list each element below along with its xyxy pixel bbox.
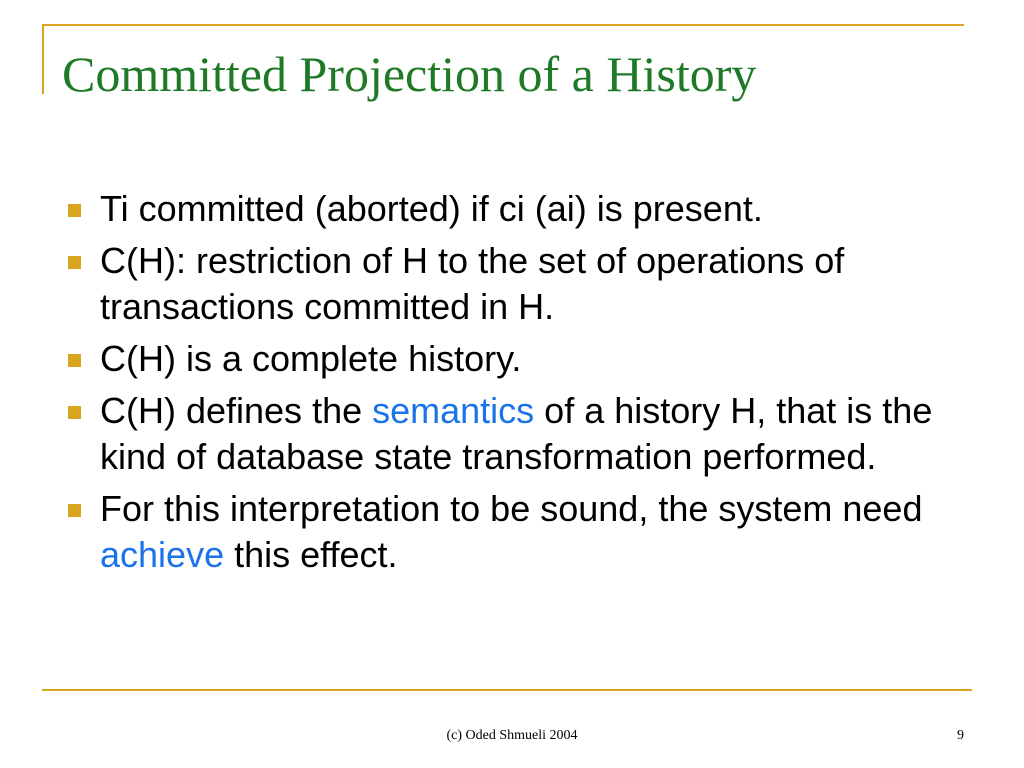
square-bullet-icon: [68, 204, 81, 217]
title-frame-left-line: [42, 24, 44, 94]
highlighted-term: semantics: [372, 390, 535, 431]
bullet-list: [66, 186, 966, 584]
title-frame-top-line: [42, 24, 964, 26]
bullet-text-start: For this interpretation to be sound, the system need: [100, 488, 923, 529]
slide-title: Committed Projection of a History: [62, 46, 757, 102]
bullet-text-start: C(H) defines the: [100, 390, 373, 431]
square-bullet-icon: [68, 406, 81, 419]
footer-divider: [42, 689, 972, 691]
page-number: 9: [957, 728, 964, 743]
bullet-item: [66, 186, 966, 232]
bullet-item: [66, 486, 966, 578]
bullet-item: [66, 238, 966, 330]
bullet-text-end: this effect.: [224, 534, 398, 575]
bullet-text: C(H): restriction of H to the set of operations of transactions committed in H.: [100, 240, 845, 327]
square-bullet-icon: [68, 504, 81, 517]
bullet-text: Ti committed (aborted) if ci (ai) is present.: [100, 188, 763, 229]
bullet-item: [66, 336, 966, 382]
highlighted-term: achieve: [100, 534, 225, 575]
square-bullet-icon: [68, 354, 81, 367]
bullet-item: [66, 388, 966, 480]
footer-credit: (c) Oded Shmueli 2004: [446, 728, 578, 743]
bullet-text: C(H) is a complete history.: [100, 338, 522, 379]
bullet-text-end: of a history H, that is the kind of database state transformation performed.: [100, 390, 933, 477]
square-bullet-icon: [68, 256, 81, 269]
